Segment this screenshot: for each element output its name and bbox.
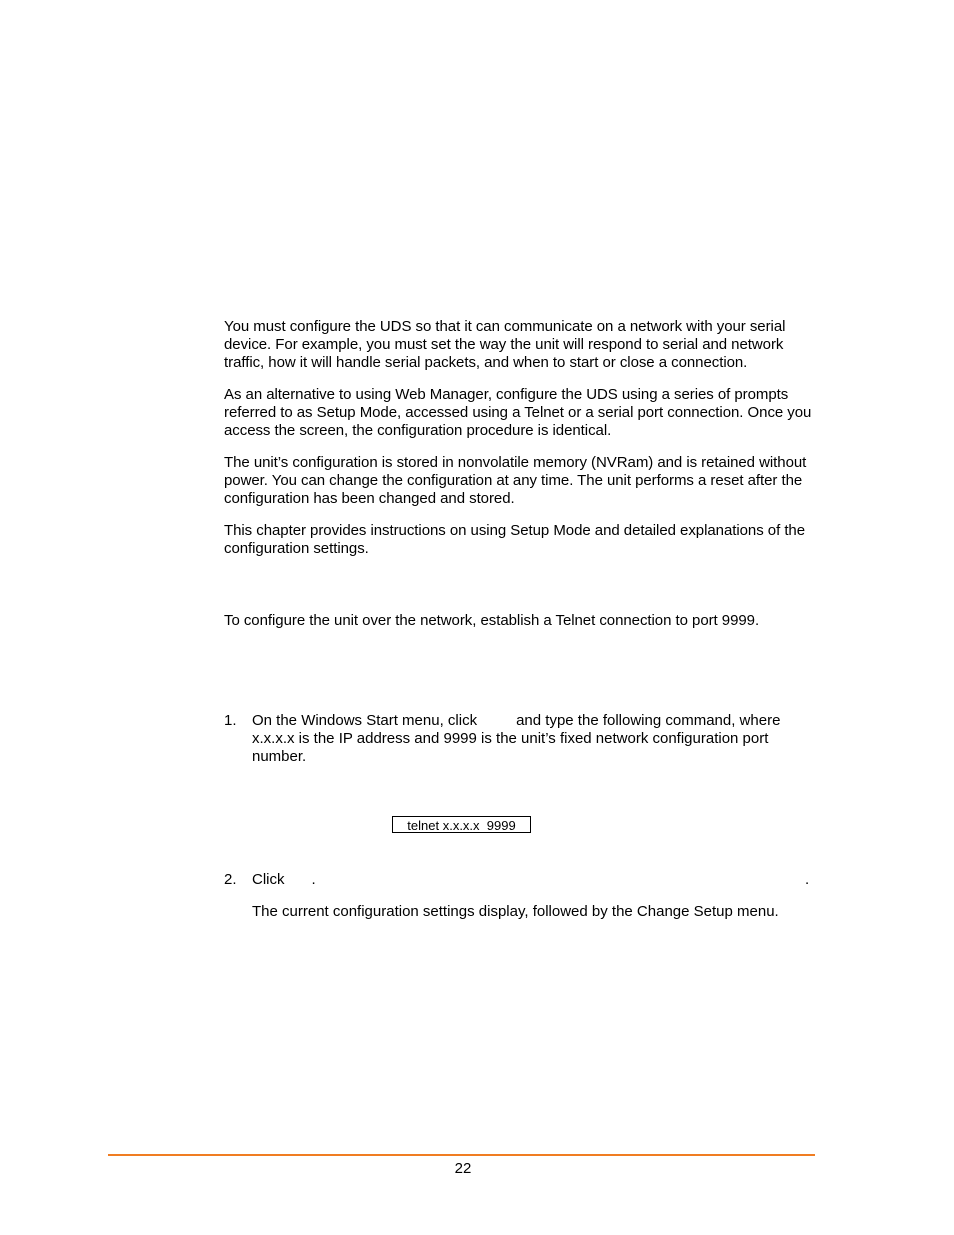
page-number: 22: [454, 1160, 472, 1177]
telnet-intro-paragraph: To configure the unit over the network, establish a Telnet connection to port 9999.: [224, 612, 760, 629]
step-2-number: 2.: [224, 871, 237, 888]
footer-rule: [108, 1154, 815, 1156]
step-1-text: [252, 712, 812, 766]
step-2-text-after: .: [311, 871, 316, 888]
intro-paragraph-chapter: This chapter provides instructions on using Setup Mode and detailed explanations of the configuration settings.: [224, 522, 806, 557]
step-1-number: 1.: [224, 712, 237, 729]
telnet-command-box: telnet x.x.x.x 9999: [392, 816, 531, 833]
intro-paragraph-nvram: The unit’s configuration is stored in nonvolatile memory (NVRam) and is retained without power. You can change the configuration at any time. The unit performs a reset after the configuration has been changed and stored.: [224, 454, 807, 507]
step-1-text-before: On the Windows Start menu, click: [252, 712, 478, 729]
intro-paragraph-configure: You must configure the UDS so that it can communicate on a network with your serial device. For example, you must set the way the unit will respond to serial and network traffic, how it will handle serial packets, and when to start or close a connection.: [224, 318, 786, 371]
step-2-text: [252, 871, 812, 889]
step-2-text-before: Click: [252, 871, 285, 888]
step-1-text-after: and type the following command, where x.x.x.x is the IP address and 9999 is the unit’s fixed network configuration port number.: [252, 712, 781, 765]
intro-paragraph-alternative: As an alternative to using Web Manager, configure the UDS using a series of prompts referred to as Setup Mode, accessed using a Telnet or a serial port connection. Once you access the screen, the configuration procedure is identical.: [224, 386, 812, 439]
step-2-trailing-period: .: [805, 871, 810, 888]
step-2-result: The current configuration settings display, followed by the Change Setup menu.: [252, 903, 779, 920]
